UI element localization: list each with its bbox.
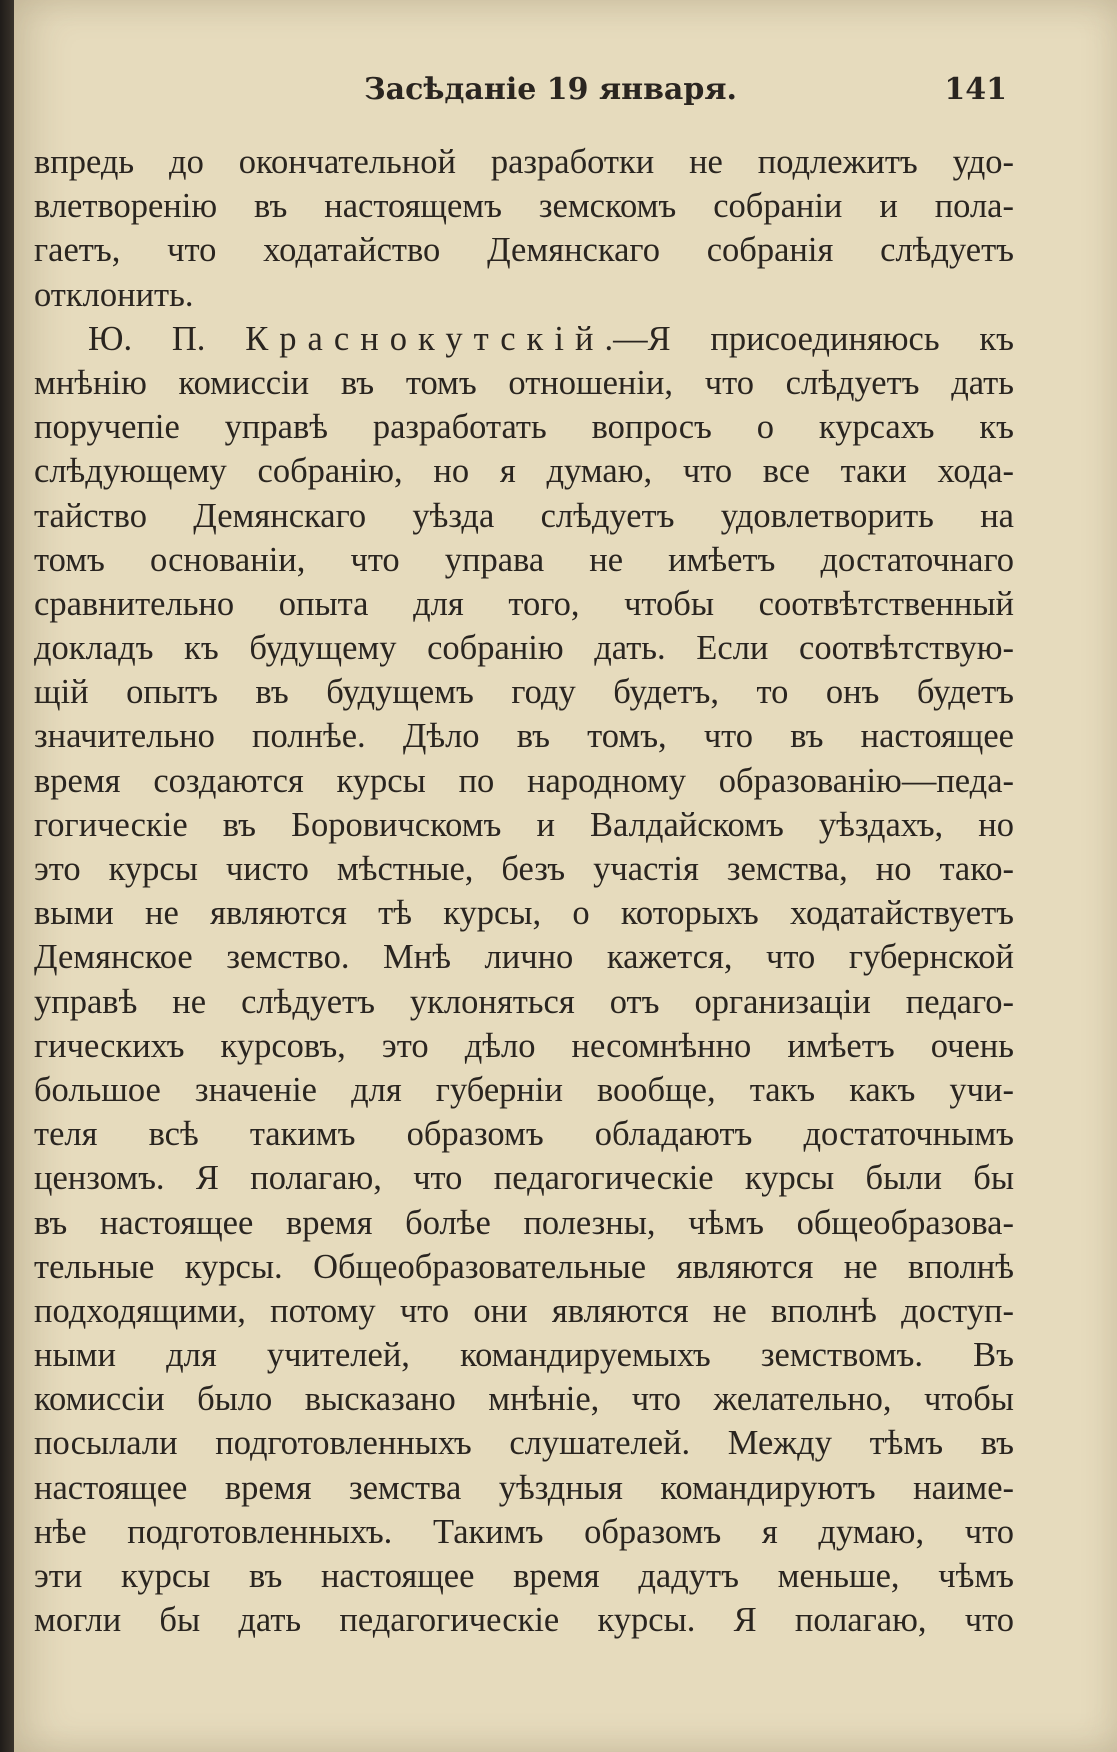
page-header bbox=[14, 62, 1117, 122]
text-line: настоящее время земства уѣздныя командируютъ наиме- bbox=[34, 1468, 1014, 1507]
text-line: поручепіе управѣ разработать вопросъ о курсахъ къ bbox=[34, 408, 1014, 447]
text-line: цензомъ. Я полагаю, что педагогическіе курсы были бы bbox=[34, 1159, 1014, 1198]
text-line: тельные курсы. Общеобразовательные являются не вполнѣ bbox=[34, 1247, 1014, 1286]
text-line: посылали подготовленныхъ слушателей. Между тѣмъ въ bbox=[34, 1424, 1014, 1463]
text-line: нѣе подготовленныхъ. Такимъ образомъ я думаю, что bbox=[34, 1512, 1014, 1551]
speaker-line bbox=[34, 317, 1014, 361]
text-line: докладъ къ будущему собранію дать. Если соотвѣтствую- bbox=[34, 629, 1014, 668]
speaker-name: Краснокутскій bbox=[245, 319, 605, 358]
text-line: тайство Демянскаго уѣзда слѣдуетъ удовлетворить на bbox=[34, 496, 1014, 535]
speaker-line-rest: .—Я присоединяюсь къ bbox=[604, 319, 1014, 358]
text-line: большое значеніе для губерніи вообще, такъ какъ учи- bbox=[34, 1070, 1014, 1109]
text-line: гаетъ, что ходатайство Демянскаго собранія слѣдуетъ bbox=[34, 231, 1014, 270]
text-line: слѣдующему собранію, но я думаю, что все таки хода- bbox=[34, 452, 1014, 491]
text-line: выми не являются тѣ курсы, о которыхъ ходатайствуетъ bbox=[34, 894, 1014, 933]
text-line: сравнительно опыта для того, чтобы соотвѣтственный bbox=[34, 584, 1014, 623]
text-line: ными для учителей, командируемыхъ земствомъ. Въ bbox=[34, 1336, 1014, 1375]
book-page bbox=[14, 0, 1117, 1752]
text-line: Демянское земство. Мнѣ лично кажется, что губернской bbox=[34, 938, 1014, 977]
running-title: Засѣданіе 19 января. bbox=[364, 72, 737, 107]
text-line: гическихъ курсовъ, это дѣло несомнѣнно имѣетъ очень bbox=[34, 1026, 1014, 1065]
text-line: значительно полнѣе. Дѣло въ томъ, что въ настоящее bbox=[34, 717, 1014, 756]
text-line: гогическіе въ Боровичскомъ и Валдайскомъ уѣздахъ, но bbox=[34, 805, 1014, 844]
text-line: теля всѣ такимъ образомъ обладаютъ достаточнымъ bbox=[34, 1115, 1014, 1154]
page-number: 141 bbox=[944, 72, 1007, 107]
text-line: это курсы чисто мѣстные, безъ участія земства, но тако- bbox=[34, 850, 1014, 888]
text-line: щій опытъ въ будущемъ году будетъ, то онъ будетъ bbox=[34, 673, 1014, 712]
text-line: влетворенію въ настоящемъ земскомъ собраніи и пола- bbox=[34, 187, 1014, 226]
speaker-initials: Ю. П. bbox=[88, 319, 206, 358]
text-line: томъ основаніи, что управа не имѣетъ достаточнаго bbox=[34, 540, 1014, 579]
text-line: отклонить. bbox=[34, 275, 194, 314]
text-line: подходящими, потому что они являются не вполнѣ доступ- bbox=[34, 1291, 1014, 1330]
book-spine bbox=[0, 0, 14, 1752]
text-line: могли бы дать педагогическіе курсы. Я полагаю, что bbox=[34, 1601, 1014, 1640]
text-line: въ настоящее время болѣе полезны, чѣмъ общеобразова- bbox=[34, 1203, 1014, 1242]
text-line: впредь до окончательной разработки не подлежитъ удо- bbox=[34, 143, 1014, 181]
text-line: комиссіи было высказано мнѣніе, что желательно, чтобы bbox=[34, 1380, 1014, 1419]
text-line: время создаются курсы по народному образованію—педа- bbox=[34, 761, 1014, 800]
text-line: мнѣнію комиссіи въ томъ отношеніи, что слѣдуетъ дать bbox=[34, 363, 1014, 402]
text-line: управѣ не слѣдуетъ уклоняться отъ организаціи педаго- bbox=[34, 982, 1014, 1021]
body-text bbox=[34, 140, 1014, 1642]
text-line: эти курсы въ настоящее время дадутъ меньше, чѣмъ bbox=[34, 1557, 1014, 1595]
